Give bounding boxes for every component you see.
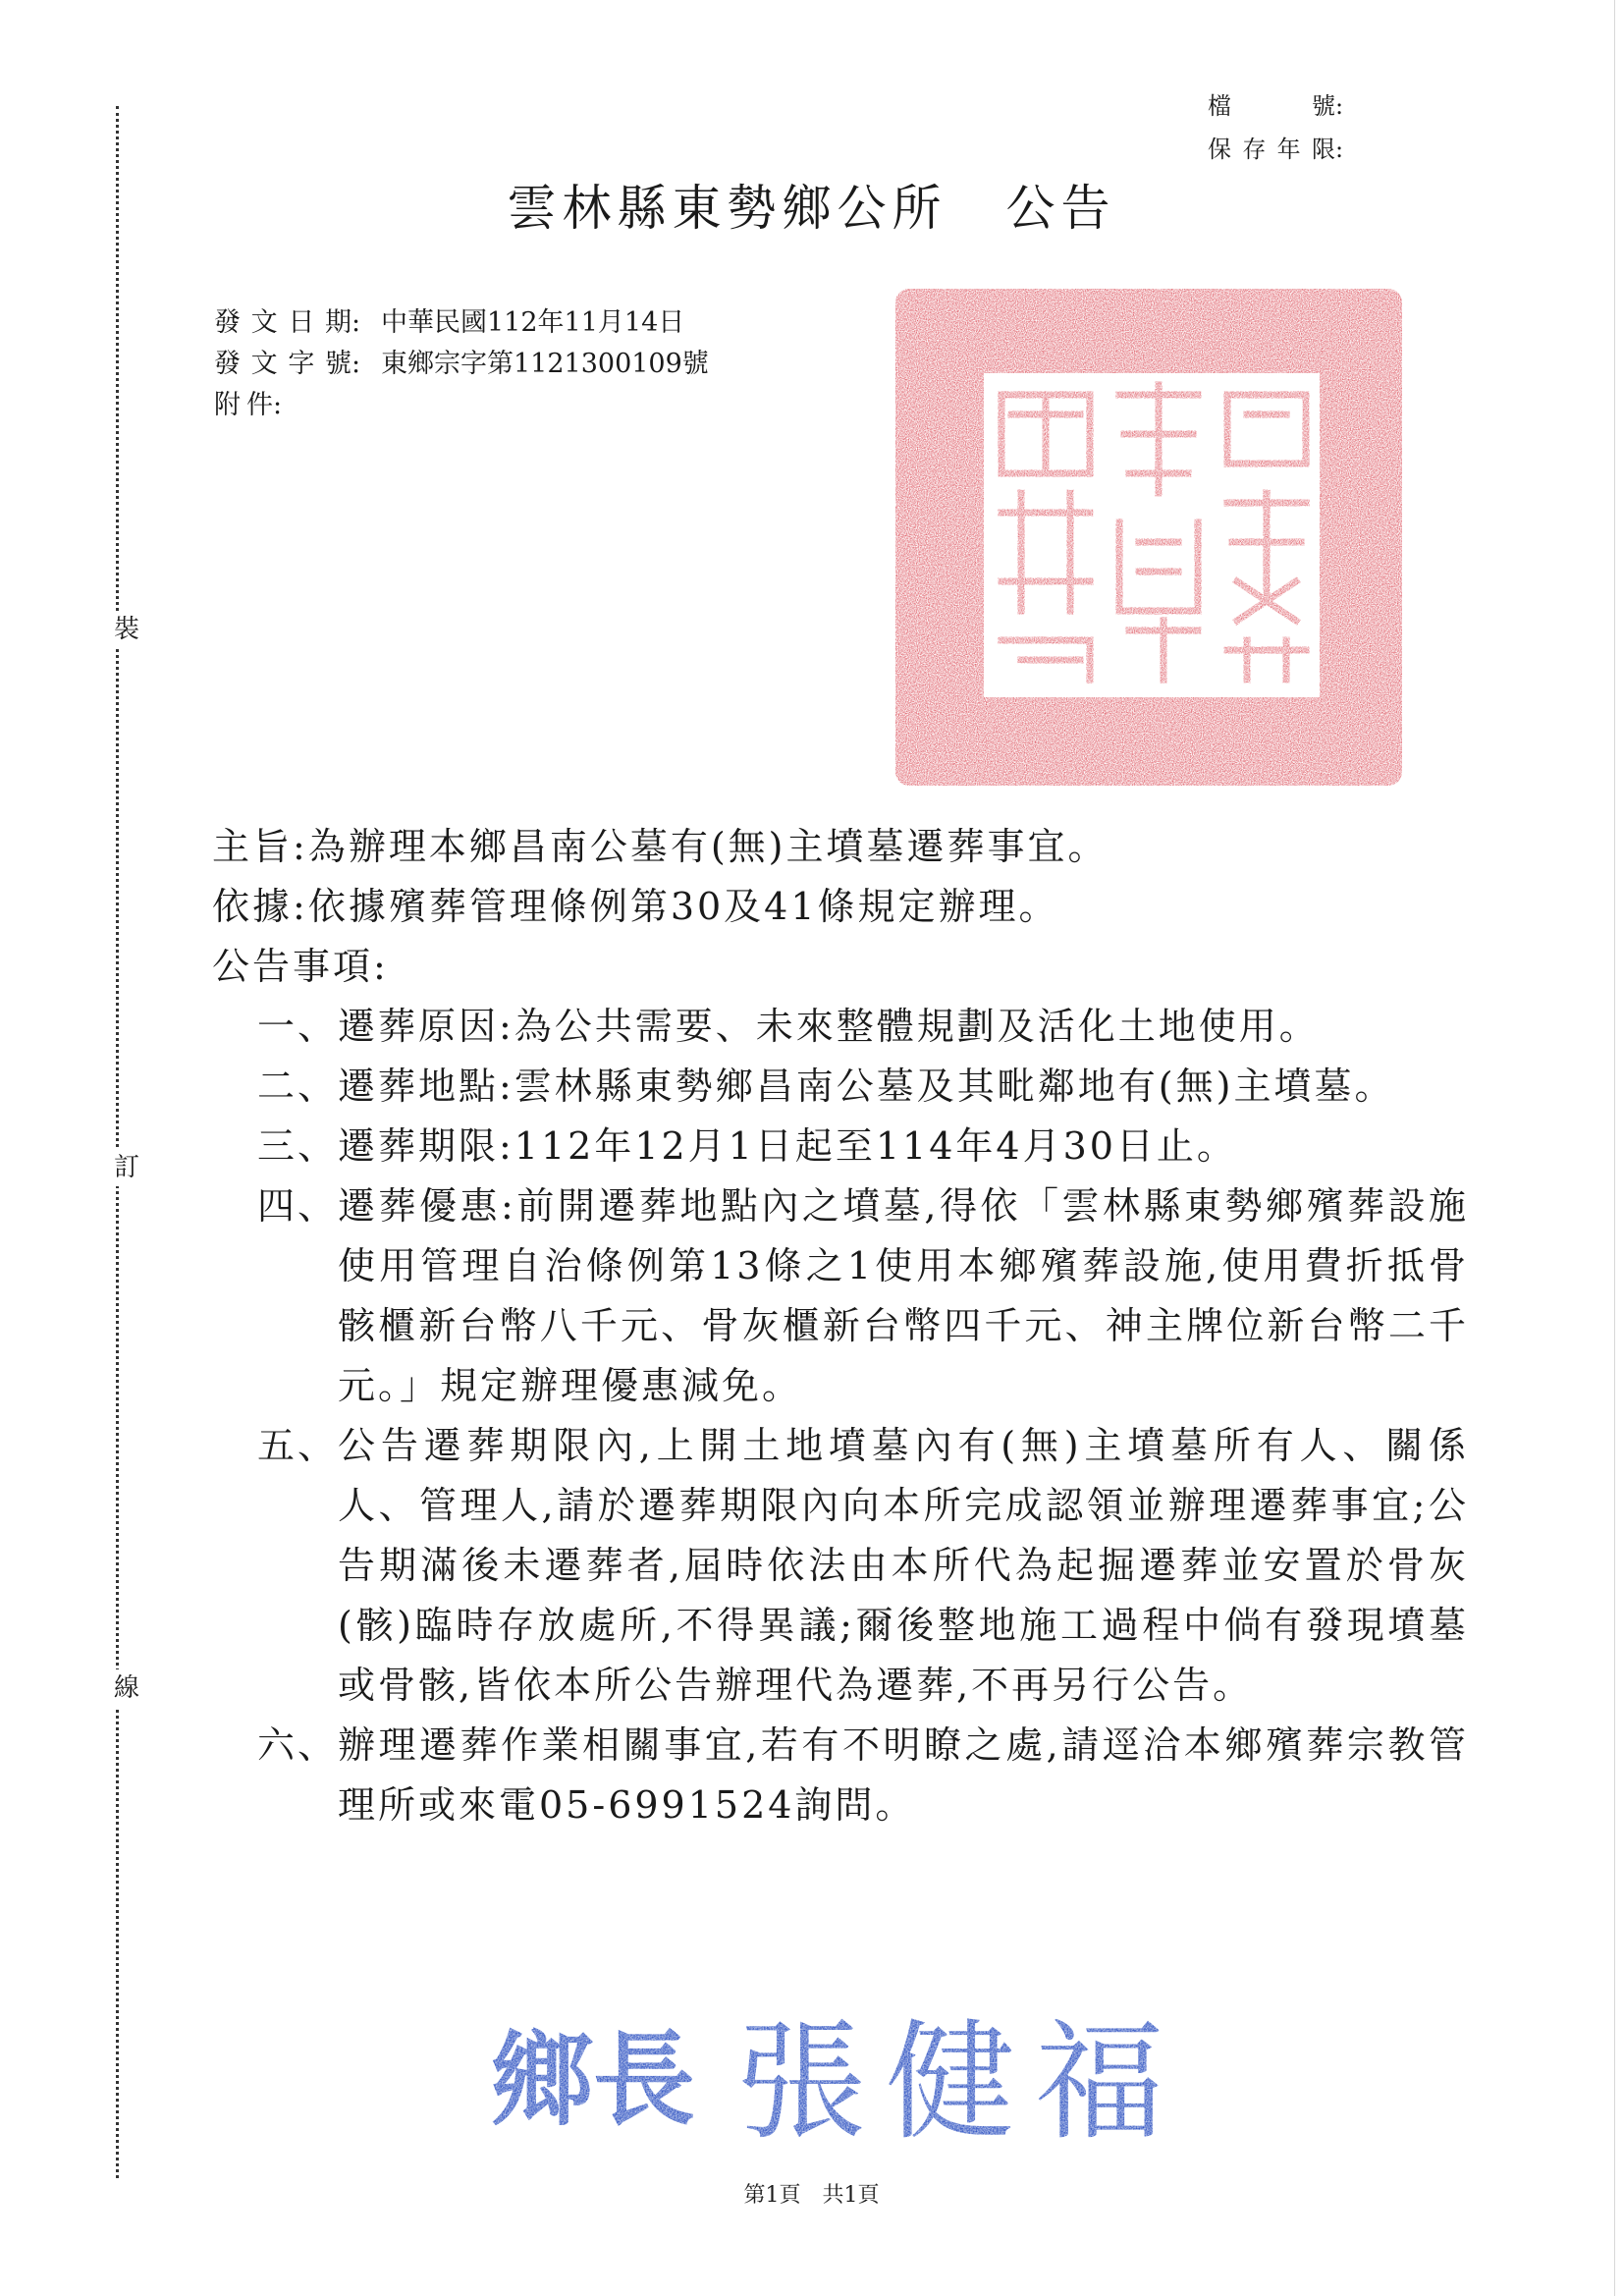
binding-mark-3: 線 bbox=[110, 1669, 143, 1707]
signature-stamp bbox=[471, 1999, 1276, 2147]
basis-text: 依據殯葬管理條例第30及41條規定辦理。 bbox=[307, 885, 1059, 928]
retention-label: 保存年限 bbox=[1208, 136, 1335, 163]
date-sep: : bbox=[352, 307, 361, 338]
item-number: 六、 bbox=[256, 1723, 338, 1767]
item-number: 四、 bbox=[256, 1184, 338, 1228]
title-office: 雲林縣東勢鄉公所 bbox=[507, 180, 947, 237]
subject-label: 主旨: bbox=[212, 825, 308, 868]
item-number: 一、 bbox=[256, 1005, 338, 1048]
item-number: 三、 bbox=[256, 1124, 338, 1168]
item-text: 遷葬優惠:前開遷葬地點內之墳墓,得依「雲林縣東勢鄉殯葬設施使用管理自治條例第13條之1使用本鄉殯葬設施,使用費折抵骨骸櫃新台幣八千元、骨灰櫃新台幣四千元、神主牌位新台幣二千元。」規定辦理優惠減免。 bbox=[338, 1184, 1469, 1407]
subject-row bbox=[212, 817, 1469, 877]
basis-label: 依據: bbox=[212, 885, 308, 928]
notice-item-3 bbox=[212, 1117, 1469, 1176]
notice-label-row bbox=[212, 937, 1469, 997]
attach-label: 附件 bbox=[214, 390, 273, 420]
item-text: 遷葬期限:112年12月1日起至114年4月30日止。 bbox=[338, 1124, 1237, 1168]
binding-mark-2: 訂 bbox=[110, 1149, 143, 1186]
item-number: 五、 bbox=[256, 1424, 338, 1467]
svg-text:張健福: 張健福 bbox=[736, 2007, 1184, 2147]
item-text: 公告遷葬期限內,上開土地墳墓內有(無)主墳墓所有人、關係人、管理人,請於遷葬期限內向本所完成認領並辦理遷葬事宜;公告期滿後未遷葬者,屆時依法由本所代為起掘遷葬並安置於骨灰(骸)臨時存放處所,不得異議;爾後整地施工過程中倘有發現墳墓或骨骸,皆依本所公告辦理代為遷葬,不再另行公告。 bbox=[338, 1424, 1469, 1707]
retention-sep: : bbox=[1335, 136, 1344, 163]
basis-row bbox=[212, 877, 1469, 937]
notice-item-1 bbox=[212, 997, 1469, 1057]
official-seal bbox=[893, 287, 1404, 788]
date-value: 中華民國112年11月14日 bbox=[381, 307, 685, 338]
binding-mark-1: 裝 bbox=[110, 611, 143, 648]
file-info bbox=[1208, 84, 1343, 171]
page-number: 第1頁 共1頁 bbox=[743, 2183, 880, 2208]
date-label: 發文日期 bbox=[214, 307, 352, 338]
page-title bbox=[0, 169, 1623, 240]
notice-label: 公告事項: bbox=[212, 945, 389, 988]
notice-item-6 bbox=[212, 1716, 1469, 1835]
ref-value: 東鄉宗字第1121300109號 bbox=[381, 349, 709, 379]
item-text: 遷葬地點:雲林縣東勢鄉昌南公墓及其毗鄰地有(無)主墳墓。 bbox=[338, 1065, 1395, 1108]
document-meta bbox=[214, 302, 709, 426]
file-no-sep: : bbox=[1335, 92, 1344, 120]
ref-label: 發文字號 bbox=[214, 349, 352, 379]
binding-line bbox=[116, 106, 119, 2178]
attach-sep: : bbox=[273, 390, 283, 420]
title-doc-type: 公告 bbox=[1005, 180, 1116, 237]
notice-item-4 bbox=[212, 1176, 1469, 1416]
subject-text: 為辦理本鄉昌南公墓有(無)主墳墓遷葬事宜。 bbox=[307, 825, 1109, 868]
ref-sep: : bbox=[352, 349, 361, 379]
svg-text:鄉長: 鄉長 bbox=[491, 2020, 696, 2140]
notice-item-5 bbox=[212, 1416, 1469, 1716]
item-text: 辦理遷葬作業相關事宜,若有不明瞭之處,請逕洽本鄉殯葬宗教管理所或來電05-6991524詢問。 bbox=[338, 1723, 1469, 1827]
notice-item-2 bbox=[212, 1057, 1469, 1117]
notice-body bbox=[212, 817, 1469, 1835]
item-number: 二、 bbox=[256, 1065, 338, 1108]
file-no-label: 檔號 bbox=[1208, 92, 1335, 120]
page-edge bbox=[1614, 0, 1623, 2296]
item-text: 遷葬原因:為公共需要、未來整體規劃及活化土地使用。 bbox=[338, 1005, 1320, 1048]
